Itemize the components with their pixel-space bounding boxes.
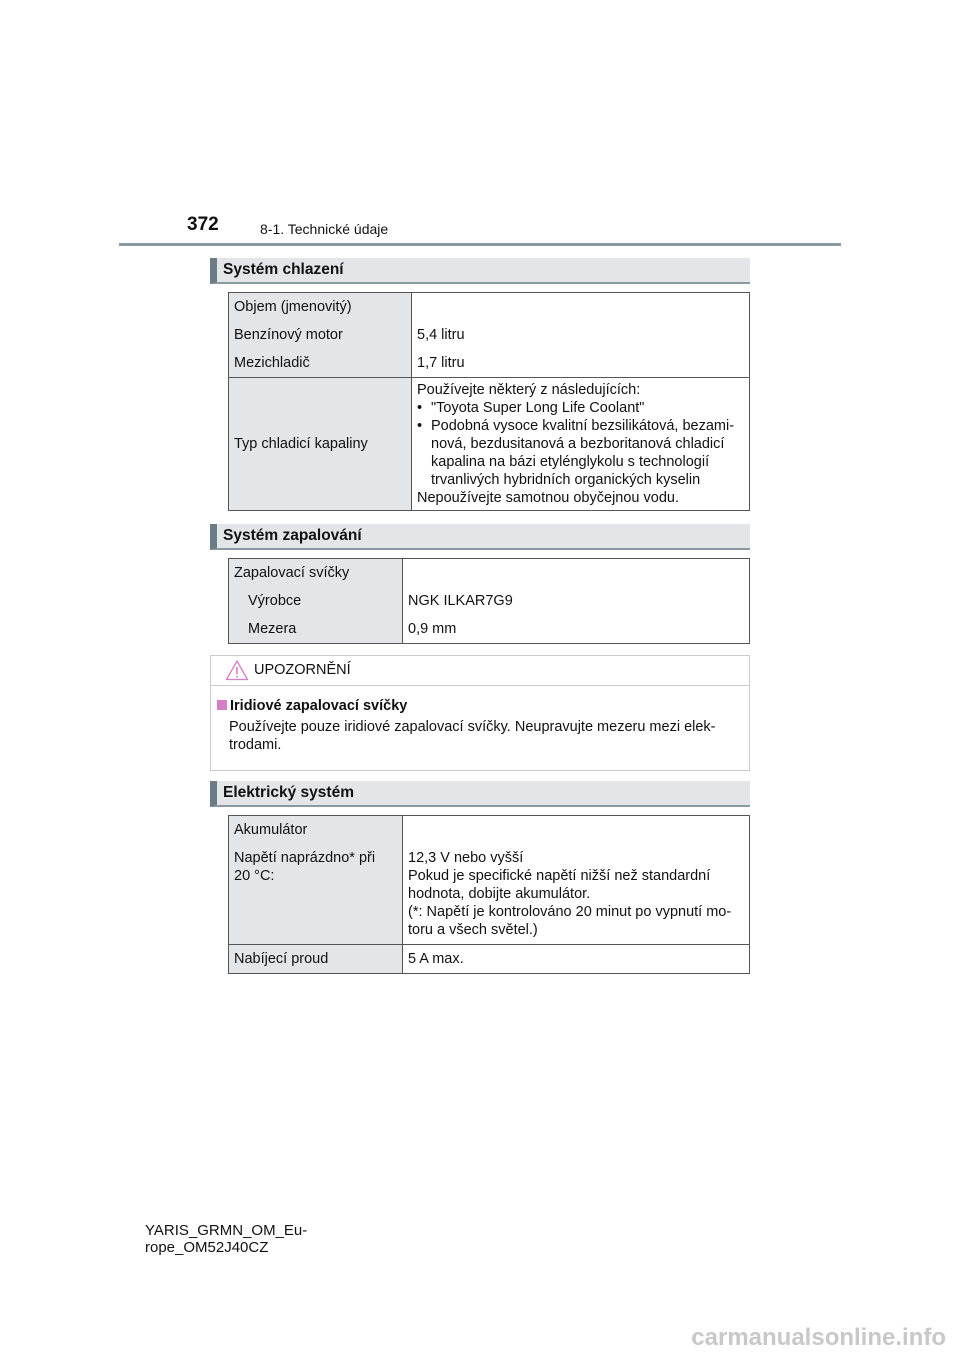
coolant-type-values (412, 378, 750, 511)
charging-current-value: 5 A max. (408, 951, 464, 967)
footer-line-1: YARIS_GRMN_OM_Eu- (145, 1222, 308, 1239)
watermark: carmanualsonline.info (691, 1324, 946, 1351)
ignition-table (228, 558, 750, 644)
capacity-label: Objem (jmenovitý) (234, 299, 352, 315)
ignition-title: Systém zapalování (223, 527, 362, 544)
ignition-labels (229, 559, 403, 644)
coolant-bullet-1: • "Toyota Super Long Life Coolant" (417, 400, 645, 416)
warning-box (210, 655, 750, 771)
battery-label: Akumulátor (234, 822, 308, 838)
voltage-footnote: (*: Napětí je kontrolováno 20 minut po vypnutí mo-toru a všech světel.) (408, 904, 732, 938)
coolant-note: Nepoužívejte samotnou obyčejnou vodu. (417, 490, 679, 506)
cooling-table (228, 292, 750, 511)
voltage-value: 12,3 V nebo vyšší (408, 850, 524, 866)
electrical-section-heading (210, 781, 750, 807)
petrol-engine-label: Benzínový motor (234, 327, 343, 343)
warning-title: UPOZORNĚNÍ (254, 662, 351, 678)
section-title: 8-1. Technické údaje (260, 221, 389, 237)
electrical-table (228, 815, 750, 974)
footer-code (145, 1222, 307, 1256)
square-bullet-icon (217, 700, 227, 710)
warning-text: Používejte pouze iridiové zapalovací svíčky. Neupravujte mezeru mezi elek-trodami. (229, 719, 716, 753)
charging-current-label: Nabíjecí proud (234, 951, 329, 967)
cooling-title: Systém chlazení (223, 261, 344, 278)
intercooler-label: Mezichladič (234, 355, 310, 371)
ignition-values (403, 559, 750, 644)
battery-values (403, 816, 750, 945)
spark-plugs-label: Zapalovací svíčky (234, 565, 350, 581)
coolant-type-label: Typ chladicí kapaliny (229, 378, 412, 511)
maker-label: Výrobce (248, 593, 302, 609)
cooling-capacity-cell (229, 293, 412, 378)
footer-line-2: rope_OM52J40CZ (145, 1239, 269, 1256)
coolant-intro: Používejte některý z následujících: (417, 382, 641, 398)
cooling-capacity-values (412, 293, 750, 378)
cooling-section-heading (210, 258, 750, 284)
voltage-label: Napětí naprázdno* při 20 °C: (234, 850, 376, 884)
warning-header (211, 656, 749, 686)
coolant-bullet-2: • Podobná vysoce kvalitní bezsilikátová, bezami-nová, bezdusitanová a bezboritanová chladicí kapalina na bázi etylénglykolu s technologií trvanlivých hybridních organických kyselin (417, 418, 735, 488)
petrol-engine-value: 5,4 litru (417, 327, 465, 343)
warning-subtitle: Iridiové zapalovací svíčky (217, 698, 407, 714)
battery-labels (229, 816, 403, 945)
gap-label: Mezera (248, 621, 297, 637)
gap-value: 0,9 mm (408, 621, 457, 637)
voltage-note: Pokud je specifické napětí nižší než standardní hodnota, dobijte akumulátor. (408, 868, 711, 902)
header-rule (119, 243, 841, 246)
intercooler-value: 1,7 litru (417, 355, 465, 371)
page-number: 372 (187, 214, 219, 235)
maker-value: NGK ILKAR7G9 (408, 593, 513, 609)
warning-triangle-icon (225, 659, 249, 681)
electrical-title: Elektrický systém (223, 784, 354, 801)
ignition-section-heading (210, 524, 750, 550)
